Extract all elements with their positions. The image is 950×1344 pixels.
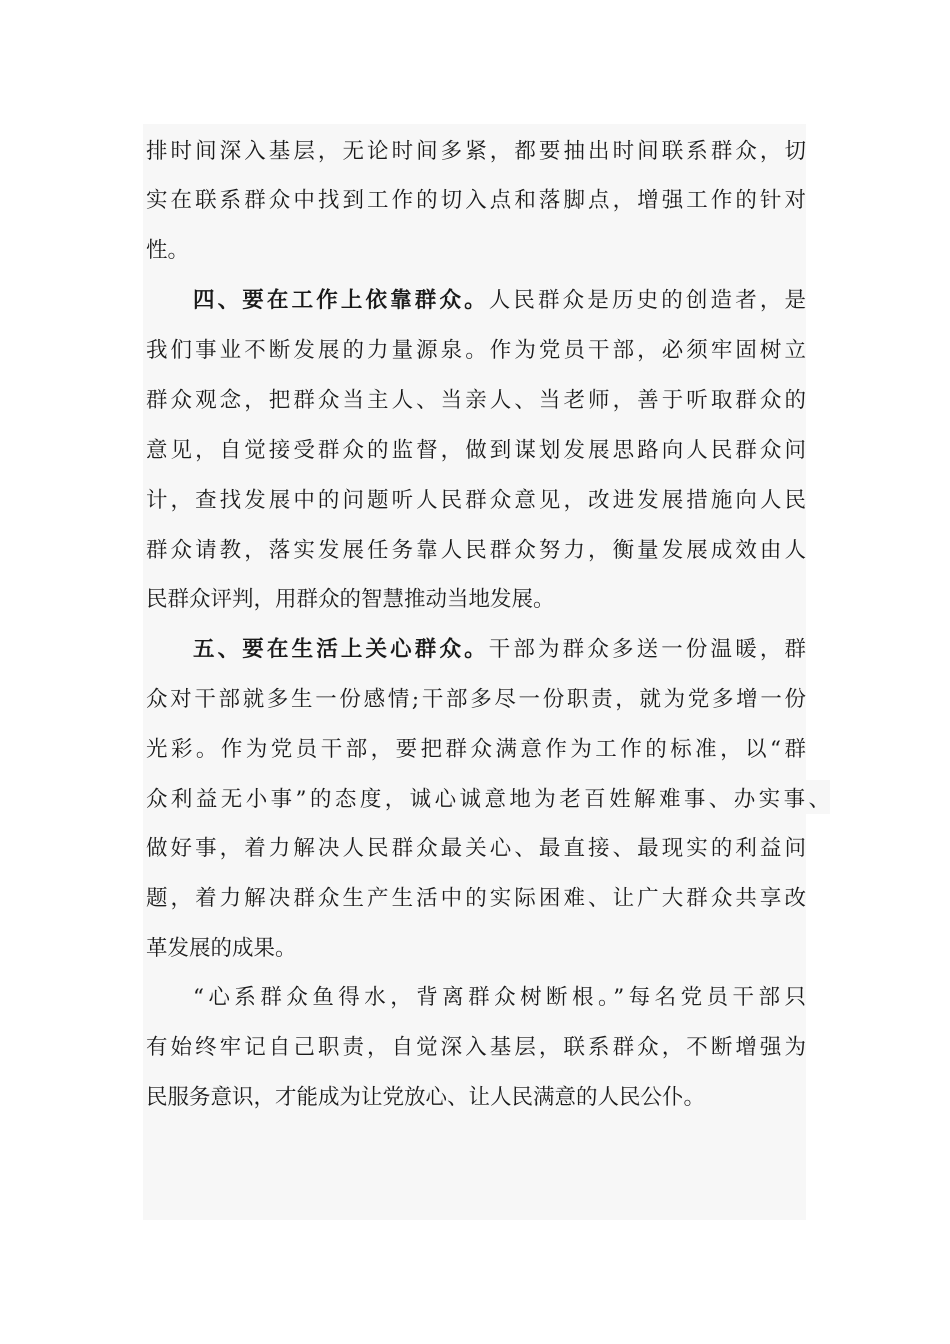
paragraph-five-first-line: [193, 633, 806, 667]
text-line: 众对干部就多生一份感情;干部多尽一份职责，就为党多增一份: [146, 687, 806, 712]
text-line: 光彩。作为党员干部，要把群众满意作为工作的标准，以“群: [146, 737, 806, 762]
text-line: 计，查找发展中的问题听人民群众意见，改进发展措施向人民: [146, 488, 806, 513]
text-line: 众利益无小事”的态度，诚心诚意地为老百姓解难事、办实事、: [146, 787, 830, 812]
text-line: 有始终牢记自己职责，自觉深入基层，联系群众，不断增强为: [146, 1035, 806, 1060]
text-line: 我们事业不断发展的力量源泉。作为党员干部，必须牢固树立: [146, 338, 806, 363]
text-line: 性。: [146, 238, 190, 263]
text-line: 题，着力解决群众生产生活中的实际困难、让广大群众共享改: [146, 886, 806, 911]
text-line: 做好事，着力解决人民群众最关心、最直接、最现实的利益问: [146, 836, 806, 861]
text-line: 群众请教，落实发展任务靠人民群众努力，衡量发展成效由人: [146, 538, 806, 563]
section-heading-five: 五、要在生活上关心群众。: [193, 637, 489, 662]
text-line: 民服务意识，才能成为让党放心、让人民满意的人民公仆。: [146, 1085, 706, 1110]
section-heading-four: 四、要在工作上依靠群众。: [193, 288, 489, 313]
text-run: 干部为群众多送一份温暖，群: [488, 637, 806, 662]
text-line: 实在联系群众中找到工作的切入点和落脚点，增强工作的针对: [146, 188, 806, 213]
paragraph-four-first-line: [193, 284, 806, 318]
text-line: 排时间深入基层，无论时间多紧，都要抽出时间联系群众，切: [146, 139, 806, 164]
text-line: 革发展的成果。: [146, 936, 297, 961]
text-run: 人民群众是历史的创造者，是: [488, 288, 806, 313]
text-line: 意见，自觉接受群众的监督，做到谋划发展思路向人民群众问: [146, 438, 806, 463]
closing-paragraph-first-line: “心系群众鱼得水，背离群众树断根。”每名党员干部只: [193, 985, 806, 1010]
text-line: 群众观念，把群众当主人、当亲人、当老师，善于听取群众的: [146, 388, 806, 413]
text-line: 民群众评判，用群众的智慧推动当地发展。: [146, 587, 555, 612]
